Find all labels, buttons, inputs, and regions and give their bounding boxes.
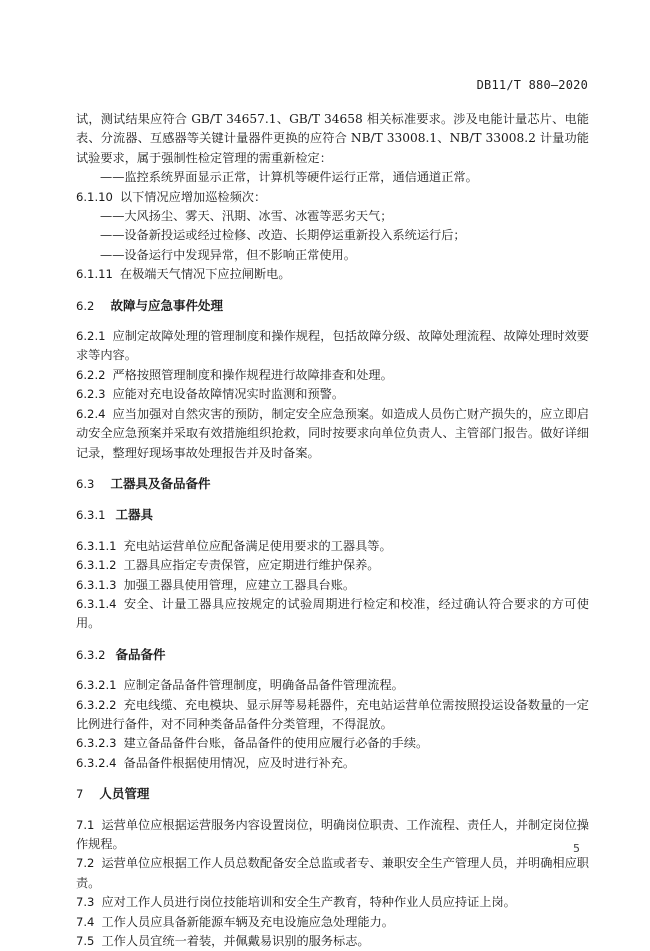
section-number: 7 — [76, 787, 84, 802]
clause-number: 7.2 — [76, 856, 95, 871]
clause-text: 充电线缆、充电模块、显示屏等易耗器件，充电站运营单位需按照投运设备数量的一定比例进行备件，对不同种类备品备件分类管理，不得混放。 — [76, 697, 589, 731]
clause-number: 6.3.2.3 — [76, 736, 117, 751]
clause-number: 6.2.2 — [76, 367, 106, 382]
section-title: 工器具及备品备件 — [110, 475, 211, 491]
clause-6-2-2 — [76, 366, 589, 385]
continued-paragraph: 试，测试结果应符合 GB/T 34657.1、GB/T 34658 相关标准要求。涉及电能计量芯片、电能表、分流器、互感器等关键计量器件更换的应符合 NB/T 33008.1、NB/T 33008.2 计量功能试验要求，属于强制性检定管理的需重新检定： — [76, 112, 589, 165]
clause-text: 工作人员宜统一着装，并佩戴易识别的服务标志。 — [101, 934, 370, 949]
clause-text: 加强工器具使用管理，应建立工器具台账。 — [123, 577, 356, 592]
clause-6-3-1-1 — [76, 537, 589, 556]
section-heading-6-3 — [76, 474, 589, 494]
clause-number: 6.2.4 — [76, 406, 106, 421]
section-title: 工器具 — [115, 507, 154, 523]
dash-item: ——设备运行中发现异常，但不影响正常使用。 — [100, 247, 356, 262]
clause-6-1-11 — [76, 265, 589, 284]
clause-text: 应制定故障处理的管理制度和操作规程，包括故障分级、故障处理流程、故障处理时效要求等内容。 — [76, 329, 589, 363]
clause-text: 在极端天气情况下应拉闸断电。 — [119, 267, 291, 282]
dash-item: ——大风扬尘、雾天、汛期、冰雪、冰雹等恶劣天气； — [100, 209, 393, 224]
section-title: 人员管理 — [99, 786, 150, 802]
clause-6-3-1-4 — [76, 595, 589, 634]
clause-6-2-1 — [76, 327, 589, 366]
subsection-heading-6-3-2 — [76, 645, 589, 665]
section-title: 备品备件 — [115, 646, 166, 662]
subsection-heading-6-3-1 — [76, 505, 589, 525]
clause-text: 工作人员应具备新能源车辆及充电设施应急处理能力。 — [101, 914, 394, 929]
clause-7-5 — [76, 932, 589, 951]
clause-number: 6.3.1.4 — [76, 596, 117, 611]
clause-text: 建立备品备件台账，备品备件的使用应履行必备的手续。 — [123, 736, 429, 751]
clause-7-2 — [76, 854, 589, 893]
clause-number: 6.3.1.3 — [76, 577, 117, 592]
clause-text: 备品备件根据使用情况，应及时进行补充。 — [123, 755, 356, 770]
section-number: 6.3 — [76, 476, 95, 491]
section-number: 6.2 — [76, 298, 95, 313]
clause-number: 6.1.10 — [76, 189, 113, 204]
section-title: 故障与应急事件处理 — [110, 297, 223, 313]
dash-item: ——监控系统界面显示正常，计算机等硬件运行正常，通信通道正常。 — [100, 170, 478, 185]
section-number: 6.3.2 — [76, 647, 106, 662]
clause-text: 以下情况应增加巡检频次： — [119, 189, 267, 204]
clause-number: 6.3.2.4 — [76, 755, 117, 770]
dash-item: ——设备新投运或经过检修、改造、长期停运重新投入系统运行后； — [100, 228, 466, 243]
clause-6-1-10 — [76, 188, 589, 207]
clause-number: 6.3.2.2 — [76, 697, 117, 712]
clause-text: 应当加强对自然灾害的预防，制定安全应急预案。如造成人员伤亡财产损失的，应立即启动安全应急预案并采取有效措施组织抢救，同时按要求向单位负责人、主管部门报告。做好详细记录，整理好现场事故处理报告并及时备案。 — [76, 406, 589, 460]
clause-text: 运营单位应根据工作人员总数配备安全总监或者专、兼职安全生产管理人员，并明确相应职责。 — [76, 856, 589, 890]
clause-number: 7.4 — [76, 914, 95, 929]
section-heading-7 — [76, 784, 589, 804]
clause-6-2-3 — [76, 385, 589, 404]
clause-text: 充电站运营单位应配备满足使用要求的工器具等。 — [123, 538, 392, 553]
clause-6-3-2-2 — [76, 696, 589, 735]
clause-number: 6.3.1.1 — [76, 538, 117, 553]
clause-text: 安全、计量工器具应按规定的试验周期进行检定和校准，经过确认符合要求的方可使用。 — [76, 596, 589, 631]
clause-text: 应对工作人员进行岗位技能培训和安全生产教育，特种作业人员应持证上岗。 — [101, 895, 516, 910]
document-id-header: DB11/T 880—2020 — [476, 78, 588, 92]
clause-text: 严格按照管理制度和操作规程进行故障排查和处理。 — [112, 367, 393, 382]
clause-6-3-1-2 — [76, 556, 589, 575]
clause-number: 6.3.1.2 — [76, 558, 117, 573]
clause-6-3-2-1 — [76, 676, 589, 695]
clause-number: 7.1 — [76, 817, 95, 832]
clause-6-3-1-3 — [76, 576, 589, 595]
section-number: 6.3.1 — [76, 508, 106, 523]
clause-6-3-2-3 — [76, 734, 589, 753]
clause-number: 6.2.3 — [76, 387, 106, 402]
clause-number: 6.1.11 — [76, 267, 113, 282]
clause-number: 7.3 — [76, 895, 95, 910]
clause-7-3 — [76, 893, 589, 912]
clause-text: 应制定备品备件管理制度，明确备品备件管理流程。 — [123, 678, 404, 693]
clause-number: 7.5 — [76, 934, 95, 949]
section-heading-6-2 — [76, 296, 589, 316]
clause-number: 6.3.2.1 — [76, 678, 117, 693]
clause-6-2-4 — [76, 405, 589, 463]
clause-6-3-2-4 — [76, 754, 589, 773]
document-body — [76, 110, 589, 951]
clause-text: 运营单位应根据运营服务内容设置岗位，明确岗位职责、工作流程、责任人，并制定岗位操作规程。 — [76, 817, 589, 851]
clause-text: 工器具应指定专责保管，应定期进行维护保养。 — [123, 558, 380, 573]
page-number: 5 — [573, 842, 580, 855]
clause-number: 6.2.1 — [76, 329, 106, 344]
clause-7-4 — [76, 913, 589, 932]
clause-text: 应能对充电设备故障情况实时监测和预警。 — [112, 387, 345, 402]
clause-7-1 — [76, 816, 589, 855]
